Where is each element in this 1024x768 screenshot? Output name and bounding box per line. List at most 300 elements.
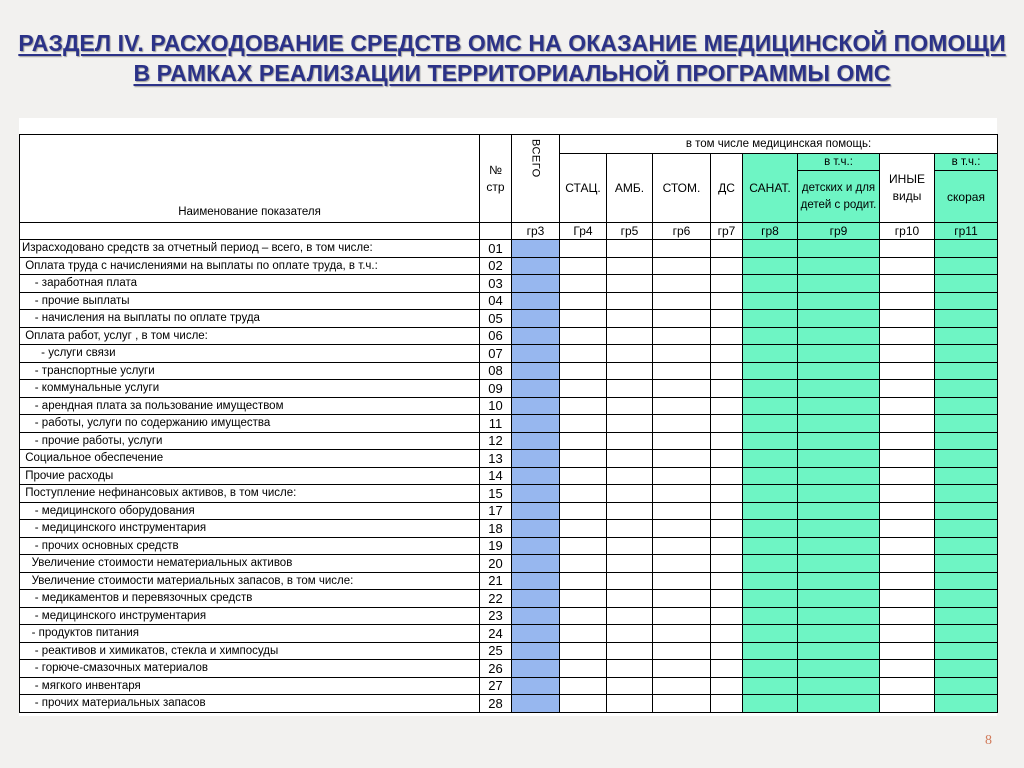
value-cell[interactable] [743, 677, 798, 695]
value-cell[interactable] [935, 397, 998, 415]
value-cell[interactable] [935, 327, 998, 345]
value-cell[interactable] [880, 432, 935, 450]
row-number: 22 [480, 590, 512, 608]
table-row [20, 607, 998, 625]
value-cell[interactable] [880, 467, 935, 485]
value-cell[interactable] [743, 397, 798, 415]
row-name: - прочие работы, услуги [20, 432, 480, 450]
row-number: 07 [480, 345, 512, 363]
table-row [20, 677, 998, 695]
value-cell[interactable] [711, 537, 743, 555]
value-cell[interactable] [935, 380, 998, 398]
value-cell[interactable] [653, 275, 711, 293]
value-cell[interactable] [880, 362, 935, 380]
value-cell[interactable] [880, 677, 935, 695]
value-cell[interactable] [880, 485, 935, 503]
value-cell[interactable] [711, 310, 743, 328]
value-cell[interactable] [798, 642, 880, 660]
value-cell[interactable] [743, 695, 798, 713]
value-cell[interactable] [935, 345, 998, 363]
row-name: - медицинского инструментария [20, 520, 480, 538]
value-cell[interactable] [935, 695, 998, 713]
value-cell[interactable] [653, 467, 711, 485]
header-children: детских и для детей с родит. [798, 171, 880, 223]
value-cell[interactable] [743, 345, 798, 363]
value-cell[interactable] [607, 362, 653, 380]
value-cell[interactable] [711, 625, 743, 643]
group-label: гр6 [653, 223, 711, 240]
value-cell[interactable] [935, 502, 998, 520]
row-name: Увеличение стоимости материальных запасов, в том числе: [20, 572, 480, 590]
row-number: 08 [480, 362, 512, 380]
row-number: 23 [480, 607, 512, 625]
row-number: 09 [480, 380, 512, 398]
value-cell[interactable] [607, 625, 653, 643]
value-cell[interactable] [743, 240, 798, 258]
value-cell[interactable] [512, 572, 560, 590]
value-cell[interactable] [743, 520, 798, 538]
value-cell[interactable] [653, 292, 711, 310]
value-cell[interactable] [880, 275, 935, 293]
value-cell[interactable] [935, 607, 998, 625]
value-cell[interactable] [512, 240, 560, 258]
value-cell[interactable] [880, 502, 935, 520]
value-cell[interactable] [653, 345, 711, 363]
value-cell[interactable] [935, 257, 998, 275]
value-cell[interactable] [512, 275, 560, 293]
value-cell[interactable] [798, 432, 880, 450]
value-cell[interactable] [512, 345, 560, 363]
value-cell[interactable] [798, 380, 880, 398]
value-cell[interactable] [798, 677, 880, 695]
value-cell[interactable] [880, 520, 935, 538]
value-cell[interactable] [798, 310, 880, 328]
row-number: 05 [480, 310, 512, 328]
value-cell[interactable] [711, 572, 743, 590]
value-cell[interactable] [560, 695, 607, 713]
value-cell[interactable] [711, 642, 743, 660]
value-cell[interactable] [711, 327, 743, 345]
value-cell[interactable] [653, 310, 711, 328]
value-cell[interactable] [653, 485, 711, 503]
value-cell[interactable] [798, 345, 880, 363]
value-cell[interactable] [653, 257, 711, 275]
value-cell[interactable] [512, 520, 560, 538]
value-cell[interactable] [935, 362, 998, 380]
value-cell[interactable] [798, 625, 880, 643]
value-cell[interactable] [743, 292, 798, 310]
value-cell[interactable] [798, 607, 880, 625]
value-cell[interactable] [607, 607, 653, 625]
value-cell[interactable] [743, 485, 798, 503]
value-cell[interactable] [935, 275, 998, 293]
group-label: гр5 [607, 223, 653, 240]
value-cell[interactable] [798, 502, 880, 520]
value-cell[interactable] [743, 625, 798, 643]
value-cell[interactable] [653, 240, 711, 258]
value-cell[interactable] [711, 362, 743, 380]
value-cell[interactable] [607, 310, 653, 328]
value-cell[interactable] [798, 467, 880, 485]
value-cell[interactable] [711, 345, 743, 363]
slide-title-line1: РАЗДЕЛ IV. РАСХОДОВАНИЕ СРЕДСТВ ОМС НА ОКАЗАНИЕ МЕДИЦИНСКОЙ ПОМОЩИ [18, 30, 1006, 56]
value-cell[interactable] [711, 677, 743, 695]
value-cell[interactable] [711, 432, 743, 450]
value-cell[interactable] [512, 642, 560, 660]
value-cell[interactable] [935, 415, 998, 433]
value-cell[interactable] [607, 572, 653, 590]
value-cell[interactable] [653, 450, 711, 468]
table-row [20, 520, 998, 538]
value-cell[interactable] [798, 397, 880, 415]
value-cell[interactable] [607, 485, 653, 503]
value-cell[interactable] [560, 660, 607, 678]
value-cell[interactable] [560, 327, 607, 345]
group-label: гр3 [512, 223, 560, 240]
value-cell[interactable] [880, 695, 935, 713]
value-cell[interactable] [653, 537, 711, 555]
value-cell[interactable] [935, 642, 998, 660]
table-row [20, 240, 998, 258]
value-cell[interactable] [653, 555, 711, 573]
value-cell[interactable] [560, 607, 607, 625]
row-number: 10 [480, 397, 512, 415]
value-cell[interactable] [711, 695, 743, 713]
value-cell[interactable] [935, 572, 998, 590]
value-cell[interactable] [880, 642, 935, 660]
value-cell[interactable] [798, 240, 880, 258]
value-cell[interactable] [653, 695, 711, 713]
value-cell[interactable] [607, 502, 653, 520]
row-name: - арендная плата за пользование имуществом [20, 397, 480, 415]
value-cell[interactable] [880, 450, 935, 468]
value-cell[interactable] [743, 660, 798, 678]
value-cell[interactable] [512, 677, 560, 695]
value-cell[interactable] [653, 327, 711, 345]
value-cell[interactable] [653, 677, 711, 695]
value-cell[interactable] [560, 310, 607, 328]
value-cell[interactable] [653, 625, 711, 643]
value-cell[interactable] [607, 590, 653, 608]
value-cell[interactable] [560, 677, 607, 695]
value-cell[interactable] [711, 275, 743, 293]
row-number: 01 [480, 240, 512, 258]
value-cell[interactable] [560, 485, 607, 503]
value-cell[interactable] [798, 450, 880, 468]
value-cell[interactable] [743, 642, 798, 660]
value-cell[interactable] [560, 520, 607, 538]
value-cell[interactable] [560, 415, 607, 433]
value-cell[interactable] [798, 660, 880, 678]
value-cell[interactable] [711, 257, 743, 275]
header-amb: АМБ. [607, 154, 653, 223]
value-cell[interactable] [512, 695, 560, 713]
value-cell[interactable] [607, 677, 653, 695]
value-cell[interactable] [512, 467, 560, 485]
value-cell[interactable] [607, 555, 653, 573]
value-cell[interactable] [798, 572, 880, 590]
value-cell[interactable] [711, 485, 743, 503]
value-cell[interactable] [607, 450, 653, 468]
value-cell[interactable] [653, 380, 711, 398]
value-cell[interactable] [653, 520, 711, 538]
value-cell[interactable] [711, 397, 743, 415]
table-row [20, 292, 998, 310]
value-cell[interactable] [743, 450, 798, 468]
value-cell[interactable] [711, 450, 743, 468]
table-row [20, 380, 998, 398]
group-label: Гр4 [560, 223, 607, 240]
value-cell[interactable] [560, 467, 607, 485]
value-cell[interactable] [653, 362, 711, 380]
table-row [20, 555, 998, 573]
value-cell[interactable] [711, 240, 743, 258]
value-cell[interactable] [512, 432, 560, 450]
value-cell[interactable] [560, 345, 607, 363]
value-cell[interactable] [607, 345, 653, 363]
value-cell[interactable] [607, 642, 653, 660]
value-cell[interactable] [880, 590, 935, 608]
value-cell[interactable] [560, 590, 607, 608]
value-cell[interactable] [935, 660, 998, 678]
value-cell[interactable] [607, 660, 653, 678]
value-cell[interactable] [880, 660, 935, 678]
value-cell[interactable] [560, 275, 607, 293]
value-cell[interactable] [743, 467, 798, 485]
value-cell[interactable] [743, 257, 798, 275]
value-cell[interactable] [880, 572, 935, 590]
value-cell[interactable] [880, 415, 935, 433]
row-number: 02 [480, 257, 512, 275]
value-cell[interactable] [880, 537, 935, 555]
value-cell[interactable] [512, 537, 560, 555]
value-cell[interactable] [512, 310, 560, 328]
value-cell[interactable] [743, 590, 798, 608]
header-ds: ДС [711, 154, 743, 223]
value-cell[interactable] [798, 257, 880, 275]
table-body [20, 240, 998, 713]
table-row [20, 397, 998, 415]
table-row [20, 345, 998, 363]
value-cell[interactable] [798, 275, 880, 293]
value-cell[interactable] [653, 415, 711, 433]
header-other: ИНЫЕ виды [880, 154, 935, 223]
value-cell[interactable] [512, 590, 560, 608]
row-number: 11 [480, 415, 512, 433]
value-cell[interactable] [607, 520, 653, 538]
value-cell[interactable] [512, 362, 560, 380]
header-name: Наименование показателя [20, 135, 480, 223]
report-table [19, 134, 998, 713]
value-cell[interactable] [560, 502, 607, 520]
value-cell[interactable] [711, 520, 743, 538]
value-cell[interactable] [653, 607, 711, 625]
value-cell[interactable] [798, 292, 880, 310]
value-cell[interactable] [935, 240, 998, 258]
value-cell[interactable] [512, 607, 560, 625]
header-incl1: в т.ч.: [798, 154, 880, 171]
value-cell[interactable] [880, 257, 935, 275]
value-cell[interactable] [560, 397, 607, 415]
value-cell[interactable] [607, 397, 653, 415]
value-cell[interactable] [798, 695, 880, 713]
value-cell[interactable] [560, 537, 607, 555]
value-cell[interactable] [653, 590, 711, 608]
value-cell[interactable] [512, 257, 560, 275]
value-cell[interactable] [653, 660, 711, 678]
value-cell[interactable] [798, 327, 880, 345]
table-row [20, 625, 998, 643]
value-cell[interactable] [798, 485, 880, 503]
value-cell[interactable] [560, 362, 607, 380]
value-cell[interactable] [711, 555, 743, 573]
value-cell[interactable] [560, 292, 607, 310]
row-name: - прочие выплаты [20, 292, 480, 310]
group-label: гр7 [711, 223, 743, 240]
value-cell[interactable] [743, 327, 798, 345]
value-cell[interactable] [607, 380, 653, 398]
value-cell[interactable] [743, 607, 798, 625]
header-blank-num [480, 223, 512, 240]
value-cell[interactable] [653, 502, 711, 520]
row-number: 12 [480, 432, 512, 450]
value-cell[interactable] [798, 362, 880, 380]
value-cell[interactable] [512, 292, 560, 310]
value-cell[interactable] [607, 327, 653, 345]
value-cell[interactable] [743, 555, 798, 573]
value-cell[interactable] [743, 572, 798, 590]
value-cell[interactable] [935, 450, 998, 468]
value-cell[interactable] [880, 380, 935, 398]
value-cell[interactable] [711, 660, 743, 678]
header-sanat: САНАТ. [743, 154, 798, 223]
value-cell[interactable] [560, 380, 607, 398]
row-name: Увеличение стоимости нематериальных активов [20, 555, 480, 573]
value-cell[interactable] [743, 537, 798, 555]
value-cell[interactable] [512, 415, 560, 433]
value-cell[interactable] [653, 642, 711, 660]
value-cell[interactable] [512, 327, 560, 345]
value-cell[interactable] [880, 607, 935, 625]
value-cell[interactable] [935, 677, 998, 695]
value-cell[interactable] [512, 660, 560, 678]
value-cell[interactable] [743, 432, 798, 450]
value-cell[interactable] [880, 327, 935, 345]
value-cell[interactable] [935, 555, 998, 573]
value-cell[interactable] [512, 485, 560, 503]
value-cell[interactable] [560, 450, 607, 468]
value-cell[interactable] [880, 397, 935, 415]
value-cell[interactable] [512, 625, 560, 643]
value-cell[interactable] [607, 275, 653, 293]
value-cell[interactable] [935, 485, 998, 503]
value-cell[interactable] [935, 590, 998, 608]
value-cell[interactable] [711, 607, 743, 625]
value-cell[interactable] [935, 467, 998, 485]
value-cell[interactable] [560, 625, 607, 643]
value-cell[interactable] [607, 537, 653, 555]
value-cell[interactable] [512, 397, 560, 415]
value-cell[interactable] [560, 555, 607, 573]
value-cell[interactable] [512, 502, 560, 520]
value-cell[interactable] [607, 415, 653, 433]
value-cell[interactable] [560, 257, 607, 275]
value-cell[interactable] [798, 590, 880, 608]
value-cell[interactable] [798, 555, 880, 573]
header-incl2: в т.ч.: [935, 154, 998, 171]
value-cell[interactable] [607, 257, 653, 275]
value-cell[interactable] [935, 520, 998, 538]
value-cell[interactable] [653, 432, 711, 450]
value-cell[interactable] [798, 537, 880, 555]
value-cell[interactable] [798, 415, 880, 433]
value-cell[interactable] [935, 537, 998, 555]
value-cell[interactable] [743, 362, 798, 380]
value-cell[interactable] [743, 275, 798, 293]
slide-title [0, 28, 1024, 88]
value-cell[interactable] [711, 590, 743, 608]
row-number: 15 [480, 485, 512, 503]
value-cell[interactable] [560, 642, 607, 660]
table-row [20, 590, 998, 608]
value-cell[interactable] [935, 432, 998, 450]
group-label: гр9 [798, 223, 880, 240]
row-number: 20 [480, 555, 512, 573]
value-cell[interactable] [512, 450, 560, 468]
value-cell[interactable] [743, 310, 798, 328]
value-cell[interactable] [880, 625, 935, 643]
value-cell[interactable] [743, 415, 798, 433]
value-cell[interactable] [560, 432, 607, 450]
value-cell[interactable] [607, 467, 653, 485]
value-cell[interactable] [743, 502, 798, 520]
value-cell[interactable] [711, 292, 743, 310]
value-cell[interactable] [607, 695, 653, 713]
value-cell[interactable] [711, 415, 743, 433]
value-cell[interactable] [935, 292, 998, 310]
value-cell[interactable] [560, 572, 607, 590]
value-cell[interactable] [743, 380, 798, 398]
value-cell[interactable] [711, 380, 743, 398]
value-cell[interactable] [798, 520, 880, 538]
value-cell[interactable] [560, 240, 607, 258]
value-cell[interactable] [512, 555, 560, 573]
row-number: 27 [480, 677, 512, 695]
value-cell[interactable] [607, 240, 653, 258]
row-name: - работы, услуги по содержанию имущества [20, 415, 480, 433]
value-cell[interactable] [607, 432, 653, 450]
table-row [20, 572, 998, 590]
value-cell[interactable] [880, 240, 935, 258]
value-cell[interactable] [935, 310, 998, 328]
value-cell[interactable] [935, 625, 998, 643]
value-cell[interactable] [880, 292, 935, 310]
value-cell[interactable] [653, 572, 711, 590]
table-row [20, 537, 998, 555]
page-number: 8 [985, 733, 992, 748]
value-cell[interactable] [880, 310, 935, 328]
row-name: - услуги связи [20, 345, 480, 363]
header-total: ВСЕГО [512, 135, 560, 223]
header-including: в том числе медицинская помощь: [560, 135, 998, 154]
value-cell[interactable] [711, 502, 743, 520]
value-cell[interactable] [880, 555, 935, 573]
value-cell[interactable] [512, 380, 560, 398]
value-cell[interactable] [607, 292, 653, 310]
value-cell[interactable] [711, 467, 743, 485]
value-cell[interactable] [653, 397, 711, 415]
value-cell[interactable] [880, 345, 935, 363]
